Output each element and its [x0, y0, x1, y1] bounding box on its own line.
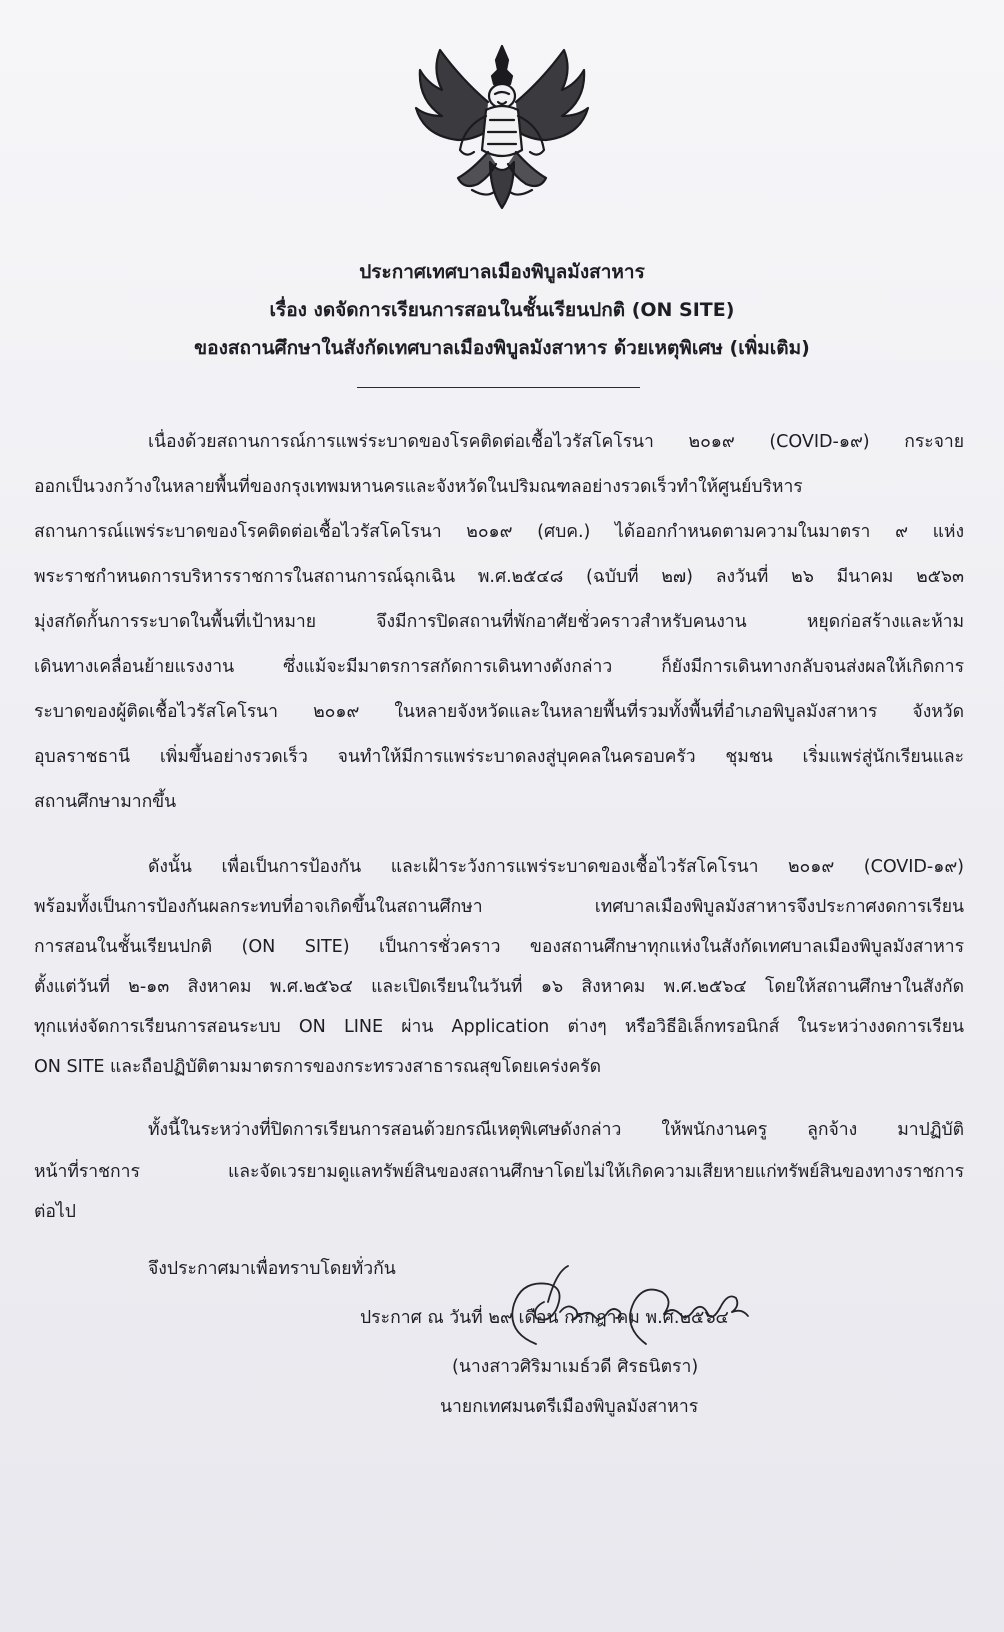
paragraph-line: ต่อไป: [34, 1202, 76, 1222]
signer-position: นายกเทศมนตรีเมืองพิบูลมังสาหาร: [440, 1397, 699, 1417]
signer-name: (นางสาวศิริมาเมธ์วดี ศิรธนิตรา): [452, 1357, 699, 1377]
paragraph-line: หน้าที่ราชการ และจัดเวรยามดูแลทรัพย์สินของสถานศึกษาโดยไม่ให้เกิดความเสียหายแก่ทรัพย์สินของทางราชการ: [34, 1162, 964, 1182]
handwritten-signature: [496, 1262, 766, 1352]
paragraph-line: พระราชกำหนดการบริหารราชการในสถานการณ์ฉุกเฉิน พ.ศ.๒๕๔๘ (ฉบับที่ ๒๗) ลงวันที่ ๒๖ มีนาคม ๒๕๖๓: [34, 567, 964, 587]
paragraph-line: พร้อมทั้งเป็นการป้องกันผลกระทบที่อาจเกิดขึ้นในสถานศึกษา เทศบาลเมืองพิบูลมังสาหารจึงประกาศงดการเรียน: [34, 897, 964, 917]
paragraph-line: การสอนในชั้นเรียนปกติ (ON SITE) เป็นการชั่วคราว ของสถานศึกษาทุกแห่งในสังกัดเทศบาลเมืองพิบูลมังสาหาร: [34, 937, 964, 957]
paragraph-line: สถานศึกษามากขึ้น: [34, 792, 177, 812]
garuda-emblem-icon: [402, 40, 602, 215]
announcement-subject: เรื่อง งดจัดการเรียนการสอนในชั้นเรียนปกติ (ON SITE): [269, 299, 735, 321]
paragraph-line: อุบลราชธานี เพิ่มขึ้นอย่างรวดเร็ว จนทำให้มีการแพร่ระบาดลงสู่บุคคลในครอบครัว ชุมชน เริ่มแพร่สู่นักเรียนและ: [34, 747, 964, 767]
closing-statement: จึงประกาศมาเพื่อทราบโดยทั่วกัน: [148, 1259, 396, 1279]
paragraph-line: สถานการณ์แพร่ระบาดของโรคติดต่อเชื้อไวรัสโคโรนา ๒๐๑๙ (ศบค.) ได้ออกกำหนดตามความในมาตรา ๙ แห่ง: [34, 522, 964, 542]
paragraph-line: เนื่องด้วยสถานการณ์การแพร่ระบาดของโรคติดต่อเชื้อไวรัสโคโรนา ๒๐๑๙ (COVID-๑๙) กระจาย: [148, 432, 964, 452]
announcement-subject-continued: ของสถานศึกษาในสังกัดเทศบาลเมืองพิบูลมังสาหาร ด้วยเหตุพิเศษ (เพิ่มเติม): [194, 337, 810, 359]
title-divider: [357, 387, 640, 388]
announcement-date: ประกาศ ณ วันที่ ๒๙ เดือน กรกฎาคม พ.ศ.๒๕๖๔: [360, 1308, 729, 1328]
announcement-title: ประกาศเทศบาลเมืองพิบูลมังสาหาร: [359, 261, 645, 283]
paragraph-line: ตั้งแต่วันที่ ๒-๑๓ สิงหาคม พ.ศ.๒๕๖๔ และเปิดเรียนในวันที่ ๑๖ สิงหาคม พ.ศ.๒๕๖๔ โดยให้สถานศึกษาในสังกัด: [34, 977, 964, 997]
paragraph-line: ON SITE และถือปฏิบัติตามมาตรการของกระทรวงสาธารณสุขโดยเคร่งครัด: [34, 1057, 601, 1077]
paragraph-line: ทั้งนี้ในระหว่างที่ปิดการเรียนการสอนด้วยกรณีเหตุพิเศษดังกล่าว ให้พนักงานครู ลูกจ้าง มาปฏิบัติ: [148, 1120, 964, 1140]
paragraph-line: มุ่งสกัดกั้นการระบาดในพื้นที่เป้าหมาย จึงมีการปิดสถานที่พักอาศัยชั่วคราวสำหรับคนงาน หยุดก่อสร้างและห้าม: [34, 612, 964, 632]
paragraph-line: ออกเป็นวงกว้างในหลายพื้นที่ของกรุงเทพมหานครและจังหวัดในปริมณฑลอย่างรวดเร็วทำให้ศูนย์บริหาร: [34, 477, 803, 497]
paragraph-line: ดังนั้น เพื่อเป็นการป้องกัน และเฝ้าระวังการแพร่ระบาดของเชื้อไวรัสโคโรนา ๒๐๑๙ (COVID-๑๙): [148, 857, 964, 877]
paragraph-line: ระบาดของผู้ติดเชื้อไวรัสโคโรนา ๒๐๑๙ ในหลายจังหวัดและในหลายพื้นที่รวมทั้งพื้นที่อำเภอพิบูลมังสาหาร จังหวัด: [34, 702, 964, 722]
paragraph-line: ทุกแห่งจัดการเรียนการสอนระบบ ON LINE ผ่าน Application ต่างๆ หรือวิธีอิเล็กทรอนิกส์ ในระหว่างงดการเรียน: [34, 1017, 964, 1037]
paragraph-line: เดินทางเคลื่อนย้ายแรงงาน ซึ่งแม้จะมีมาตรการสกัดการเดินทางดังกล่าว ก็ยังมีการเดินทางกลับจนส่งผลให้เกิดการ: [34, 657, 964, 677]
